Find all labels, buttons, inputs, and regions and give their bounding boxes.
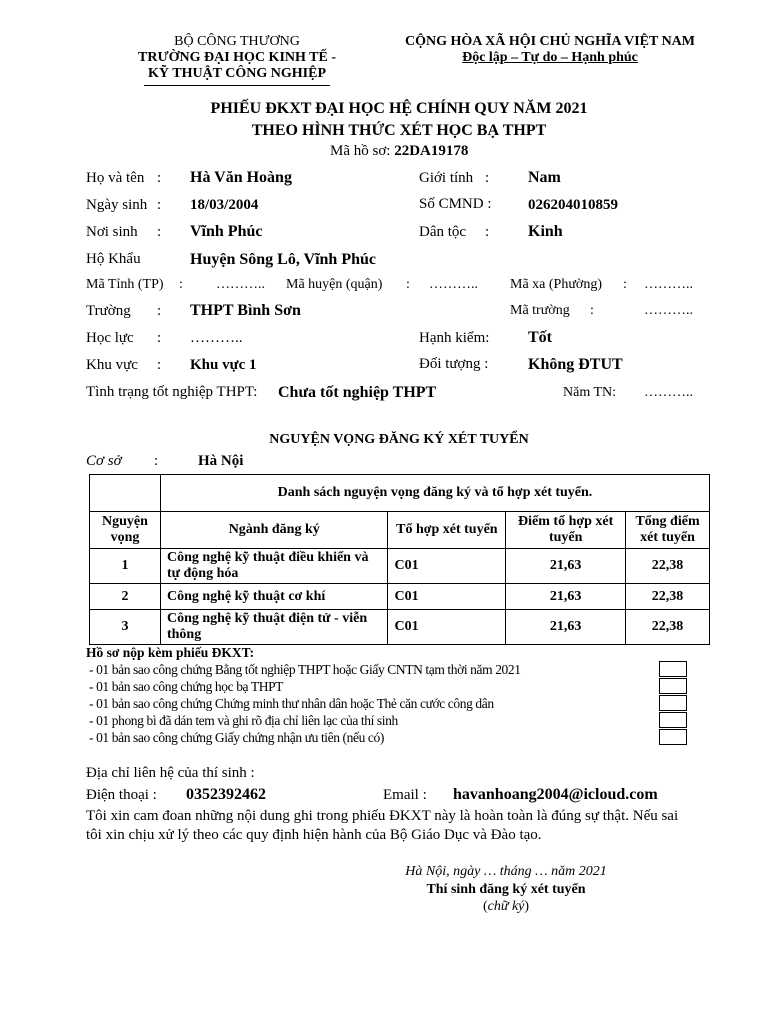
- pledge-line2: tôi xin chịu xử lý theo các quy định hiện hành của Bộ Giáo Dục và Đào tạo.: [86, 827, 542, 843]
- document-checkbox[interactable]: [659, 678, 687, 694]
- signature-date: Hà Nội, ngày … tháng … năm 2021: [405, 864, 607, 879]
- row-score: 21,63: [506, 549, 626, 584]
- document-checkbox[interactable]: [659, 661, 687, 677]
- dob-label: Ngày sinh: [86, 197, 148, 213]
- phone-label: Điện thoại :: [86, 787, 157, 803]
- academic-label: Học lực: [86, 330, 134, 346]
- area-label: Khu vực: [86, 357, 138, 373]
- col-header-total: Tổng điểm xét tuyển: [626, 512, 710, 549]
- colon: :: [157, 170, 162, 186]
- commune-code-value: ………..: [644, 277, 693, 292]
- header-divider: [144, 85, 330, 86]
- campus-value: Hà Nội: [198, 453, 244, 469]
- district-code-value: ………..: [429, 277, 478, 292]
- name-label: Họ và tên: [86, 170, 145, 186]
- document-checkbox[interactable]: [659, 695, 687, 711]
- school-code-label: Mã trường: [510, 303, 570, 318]
- col-header-combo: Tổ hợp xét tuyển: [388, 512, 506, 549]
- colon: :: [590, 303, 594, 318]
- row-major: Công nghệ kỹ thuật điều khiển và tự động hóa: [160, 549, 388, 584]
- grad-year-value: ………..: [644, 385, 693, 400]
- file-code-label: Mã hồ sơ:: [330, 143, 391, 159]
- national-motto: Độc lập – Tự do – Hạnh phúc: [462, 50, 638, 65]
- colon: :: [485, 170, 490, 186]
- table-title-row: [90, 475, 710, 512]
- table-corner-cell: [90, 475, 161, 512]
- school-name-line2: KỸ THUẬT CÔNG NGHIỆP: [147, 66, 326, 81]
- documents-heading: Hồ sơ nộp kèm phiếu ĐKXT:: [86, 645, 255, 660]
- area-value: Khu vực 1: [190, 357, 257, 373]
- priority-value: Không ĐTUT: [528, 356, 623, 373]
- row-total: 22,38: [626, 584, 710, 610]
- list-item: - 01 phong bì đã dán tem và ghi rõ địa chỉ liên lạc của thí sinh: [89, 713, 398, 728]
- col-header-major: Ngành đăng ký: [160, 512, 388, 549]
- school-value: THPT Bình Sơn: [190, 302, 301, 319]
- pledge-line1: Tôi xin cam đoan những nội dung ghi trong phiếu ĐKXT này là hoàn toàn là đúng sự thật. Nếu sai: [86, 808, 679, 824]
- list-item: - 01 bản sao công chứng Bằng tốt nghiệp THPT hoặc Giấy CNTN tạm thời năm 2021: [89, 662, 521, 677]
- colon: :: [157, 224, 162, 240]
- wishes-heading: NGUYỆN VỌNG ĐĂNG KÝ XÉT TUYỂN: [269, 432, 529, 447]
- colon: :: [406, 277, 410, 292]
- row-combo: C01: [388, 549, 506, 584]
- ethnic-label: Dân tộc: [419, 224, 467, 240]
- republic-name: CỘNG HÒA XÃ HỘI CHỦ NGHĨA VIỆT NAM: [404, 34, 695, 49]
- list-item: - 01 bản sao công chứng Chứng minh thư nhân dân hoặc Thẻ căn cước công dân: [89, 696, 494, 711]
- row-order: 2: [90, 584, 161, 610]
- table-row: [90, 584, 710, 610]
- table-row: [90, 549, 710, 584]
- row-score: 21,63: [506, 584, 626, 610]
- row-total: 22,38: [626, 549, 710, 584]
- row-major: Công nghệ kỹ thuật cơ khí: [160, 584, 388, 610]
- commune-code-label: Mã xa (Phường): [510, 277, 602, 292]
- school-label: Trường: [86, 303, 131, 319]
- phone-value: 0352392462: [186, 786, 266, 803]
- gender-value: Nam: [528, 169, 561, 186]
- row-order: 1: [90, 549, 161, 584]
- signature-note-close: ): [524, 899, 530, 914]
- school-code-value: ………..: [644, 303, 693, 318]
- file-code: [330, 143, 468, 160]
- conduct-label: Hạnh kiểm:: [419, 330, 490, 346]
- wishes-table: [89, 474, 710, 645]
- row-total: 22,38: [626, 610, 710, 645]
- document-checkbox[interactable]: [659, 729, 687, 745]
- signature-note-text: chữ ký: [487, 899, 525, 914]
- list-item: - 01 bản sao công chứng học bạ THPT: [89, 679, 284, 694]
- list-item: - 01 bản sao công chứng Giấy chứng nhận ưu tiên (nếu có): [89, 730, 384, 745]
- dob-value: 18/03/2004: [190, 197, 259, 213]
- signature-title: Thí sinh đăng ký xét tuyển: [426, 882, 586, 897]
- colon: :: [154, 453, 159, 469]
- household-value: Huyện Sông Lô, Vĩnh Phúc: [190, 251, 376, 268]
- colon: :: [157, 330, 162, 346]
- col-header-score: Điểm tổ hợp xét tuyển: [506, 512, 626, 549]
- id-label: Số CMND :: [419, 196, 492, 212]
- table-title: Danh sách nguyện vọng đăng ký và tổ hợp xét tuyển.: [160, 475, 709, 512]
- district-code-label: Mã huyện (quận): [286, 277, 383, 292]
- email-label: Email :: [383, 787, 427, 803]
- form-title-line2: THEO HÌNH THỨC XÉT HỌC BẠ THPT: [251, 122, 547, 139]
- birthplace-value: Vĩnh Phúc: [190, 223, 263, 240]
- ethnic-value: Kinh: [528, 223, 563, 240]
- grad-value: Chưa tốt nghiệp THPT: [278, 384, 437, 401]
- colon: :: [623, 277, 627, 292]
- row-combo: C01: [388, 610, 506, 645]
- conduct-value: Tốt: [528, 329, 552, 346]
- colon: :: [157, 357, 162, 373]
- ministry-name: BỘ CÔNG THƯƠNG: [174, 34, 300, 49]
- colon: :: [179, 277, 183, 292]
- col-header-order: Nguyện vọng: [90, 512, 161, 549]
- colon: :: [157, 303, 162, 319]
- priority-label: Đối tượng :: [419, 356, 489, 372]
- province-code-value: ………..: [216, 277, 265, 292]
- address-label: Địa chỉ liên hệ của thí sinh :: [86, 765, 255, 781]
- campus-label: Cơ sở: [86, 453, 122, 469]
- document-checkbox[interactable]: [659, 712, 687, 728]
- gender-label: Giới tính: [419, 170, 474, 186]
- name-value: Hà Văn Hoàng: [190, 169, 292, 186]
- colon: :: [157, 197, 162, 213]
- table-row: [90, 610, 710, 645]
- province-code-label: Mã Tỉnh (TP): [86, 277, 164, 292]
- email-value: havanhoang2004@icloud.com: [453, 786, 658, 803]
- file-code-value: 22DA19178: [394, 143, 469, 159]
- table-header-row: [90, 512, 710, 549]
- academic-value: ………..: [190, 330, 243, 346]
- signature-note: [380, 899, 632, 915]
- row-combo: C01: [388, 584, 506, 610]
- row-score: 21,63: [506, 610, 626, 645]
- school-name-line1: TRƯỜNG ĐẠI HỌC KINH TẾ -: [138, 50, 336, 65]
- row-order: 3: [90, 610, 161, 645]
- grad-label: Tình trạng tốt nghiệp THPT:: [86, 384, 258, 400]
- colon: :: [485, 224, 490, 240]
- form-title-line1: PHIẾU ĐKXT ĐẠI HỌC HỆ CHÍNH QUY NĂM 2021: [210, 100, 588, 117]
- row-major: Công nghệ kỹ thuật điện tử - viễn thông: [160, 610, 388, 645]
- grad-year-label: Năm TN:: [563, 385, 617, 400]
- household-label: Hộ Khẩu: [86, 251, 141, 267]
- signature-note-open: (: [482, 899, 488, 914]
- birthplace-label: Nơi sinh: [86, 224, 138, 240]
- id-value: 026204010859: [528, 197, 618, 213]
